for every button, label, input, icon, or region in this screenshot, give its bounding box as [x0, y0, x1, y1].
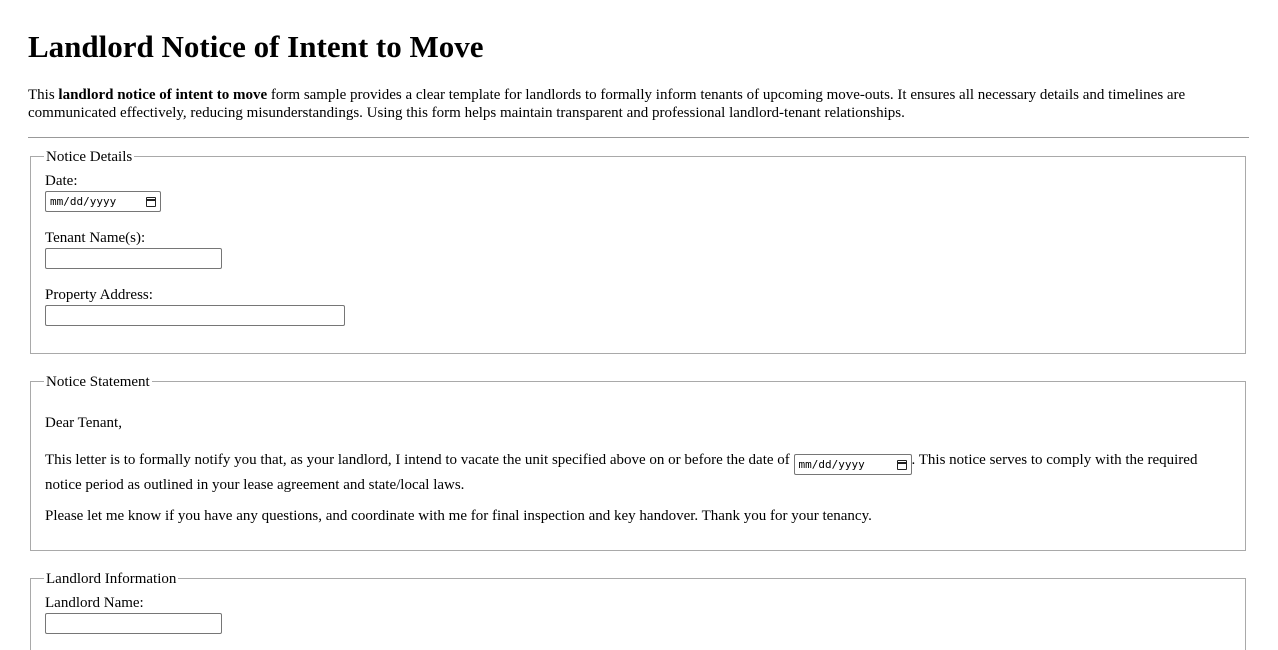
greeting-text: Dear Tenant, — [45, 415, 122, 431]
intro-paragraph — [28, 86, 1250, 122]
landlord-info-fieldset — [30, 571, 1246, 650]
notice-body-after: . This notice serves to comply with the required notice period as outlined in your lease agreement and state/local laws. — [45, 452, 1198, 493]
divider — [28, 137, 1249, 138]
tenant-name-label: Tenant Name(s): — [45, 230, 146, 246]
date-input[interactable] — [45, 191, 161, 212]
page-title: Landlord Notice of Intent to Move — [28, 29, 484, 64]
intro-text-bold: landlord notice of intent to move — [58, 87, 268, 103]
landlord-name-label: Landlord Name: — [45, 595, 144, 611]
intro-text-after: form sample provides a clear template for landlords to formally inform tenants of upcoming move-outs. It ensures all necessary details and timelines are communicated effectively, reducing misunderstandings. Using this form helps maintain transparent and professional landlord-tenant relationships. — [28, 87, 1186, 121]
tenant-name-input[interactable] — [45, 248, 222, 269]
notice-body-paragraph — [45, 450, 1225, 495]
calendar-icon[interactable] — [146, 197, 156, 207]
notice-body-before: This letter is to formally notify you that, as your landlord, I intend to vacate the unit specified above on or before the date of — [45, 452, 794, 468]
vacate-date-placeholder: mm/dd/yyyy — [798, 458, 865, 471]
notice-details-fieldset — [30, 149, 1246, 354]
calendar-icon[interactable] — [897, 460, 907, 470]
date-label: Date: — [45, 173, 78, 189]
notice-statement-fieldset — [30, 374, 1246, 551]
date-placeholder: mm/dd/yyyy — [50, 195, 117, 208]
vacate-date-input[interactable] — [794, 454, 912, 475]
property-address-label: Property Address: — [45, 287, 153, 303]
landlord-name-input[interactable] — [45, 613, 222, 634]
property-address-input[interactable] — [45, 305, 345, 326]
closing-text: Please let me know if you have any questions, and coordinate with me for final inspection and key handover. Thank you for your tenancy. — [45, 508, 872, 524]
notice-details-legend: Notice Details — [46, 149, 133, 165]
intro-text-before: This — [28, 87, 59, 103]
landlord-info-legend: Landlord Information — [46, 571, 177, 587]
notice-statement-legend: Notice Statement — [46, 374, 150, 390]
